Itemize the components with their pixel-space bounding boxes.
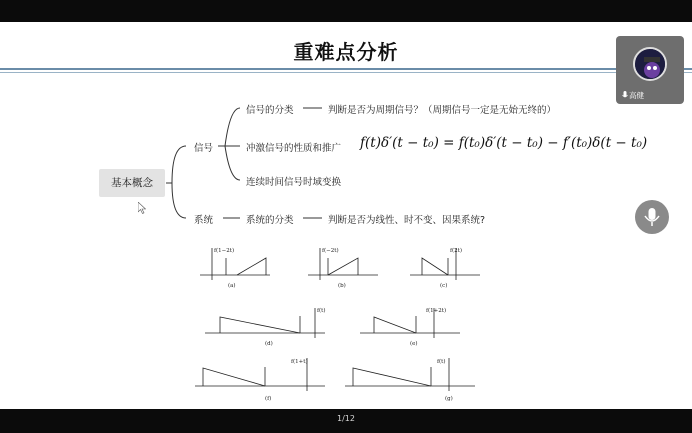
node-system-classification: 系统的分类 xyxy=(246,215,294,226)
figure-c-caption: (c) xyxy=(440,283,448,289)
figure-d-caption: (d) xyxy=(265,341,273,347)
node-time-domain-transform: 连续时间信号时域变换 xyxy=(246,177,342,188)
node-signal: 信号 xyxy=(194,143,214,154)
figure-c-label: f(2t) xyxy=(450,248,463,254)
microphone-icon xyxy=(635,200,669,234)
figure-a-label: f(1−2t) xyxy=(214,248,235,254)
root-node: 基本概念 xyxy=(99,169,165,197)
figure-d xyxy=(205,307,326,347)
figure-b-label: f(−2t) xyxy=(322,248,339,254)
figure-a-caption: (a) xyxy=(228,283,236,289)
node-system-question: 判断是否为线性、时不变、因果系统? xyxy=(328,215,486,226)
node-system: 系统 xyxy=(194,215,214,226)
node-signal-classification: 信号的分类 xyxy=(246,105,294,116)
node-impulse-properties: 冲激信号的性质和推广 xyxy=(246,143,342,154)
figure-b-caption: (b) xyxy=(338,283,346,289)
figure-f-caption: (f) xyxy=(265,396,272,402)
participant-name: 高健 xyxy=(629,91,644,100)
slide-title: 重难点分析 xyxy=(293,40,399,64)
microphone-button[interactable] xyxy=(635,200,669,234)
bottom-bar xyxy=(0,409,692,433)
mic-icon xyxy=(622,91,628,100)
figure-f xyxy=(195,358,325,402)
figure-g xyxy=(345,358,475,402)
figure-e-caption: (e) xyxy=(410,341,418,347)
page-counter: 1/12 xyxy=(337,414,355,423)
participant-video-tile[interactable] xyxy=(616,36,684,104)
figure-c xyxy=(410,247,480,289)
figure-d-label: f(t) xyxy=(317,308,326,314)
top-bar xyxy=(0,0,692,22)
figure-e-label: f(1+2t) xyxy=(426,308,447,314)
signal-figures xyxy=(190,240,490,408)
participant-avatar xyxy=(633,47,667,81)
figure-g-caption: (g) xyxy=(445,396,453,402)
figure-a xyxy=(200,247,270,289)
mouse-cursor-icon xyxy=(138,202,146,214)
slide xyxy=(0,22,692,409)
figure-e xyxy=(360,307,460,347)
figure-f-label: f(1+t) xyxy=(291,359,308,365)
impulse-formula: f(t)δ′(t − t₀) = f(t₀)δ′(t − t₀) − f′(t₀)δ(t − t₀) xyxy=(360,135,648,151)
figure-b xyxy=(308,247,378,289)
figure-g-label: f(t) xyxy=(437,359,446,365)
node-periodic-question: 判断是否为周期信号？（周期信号一定是无始无终的） xyxy=(328,105,557,116)
